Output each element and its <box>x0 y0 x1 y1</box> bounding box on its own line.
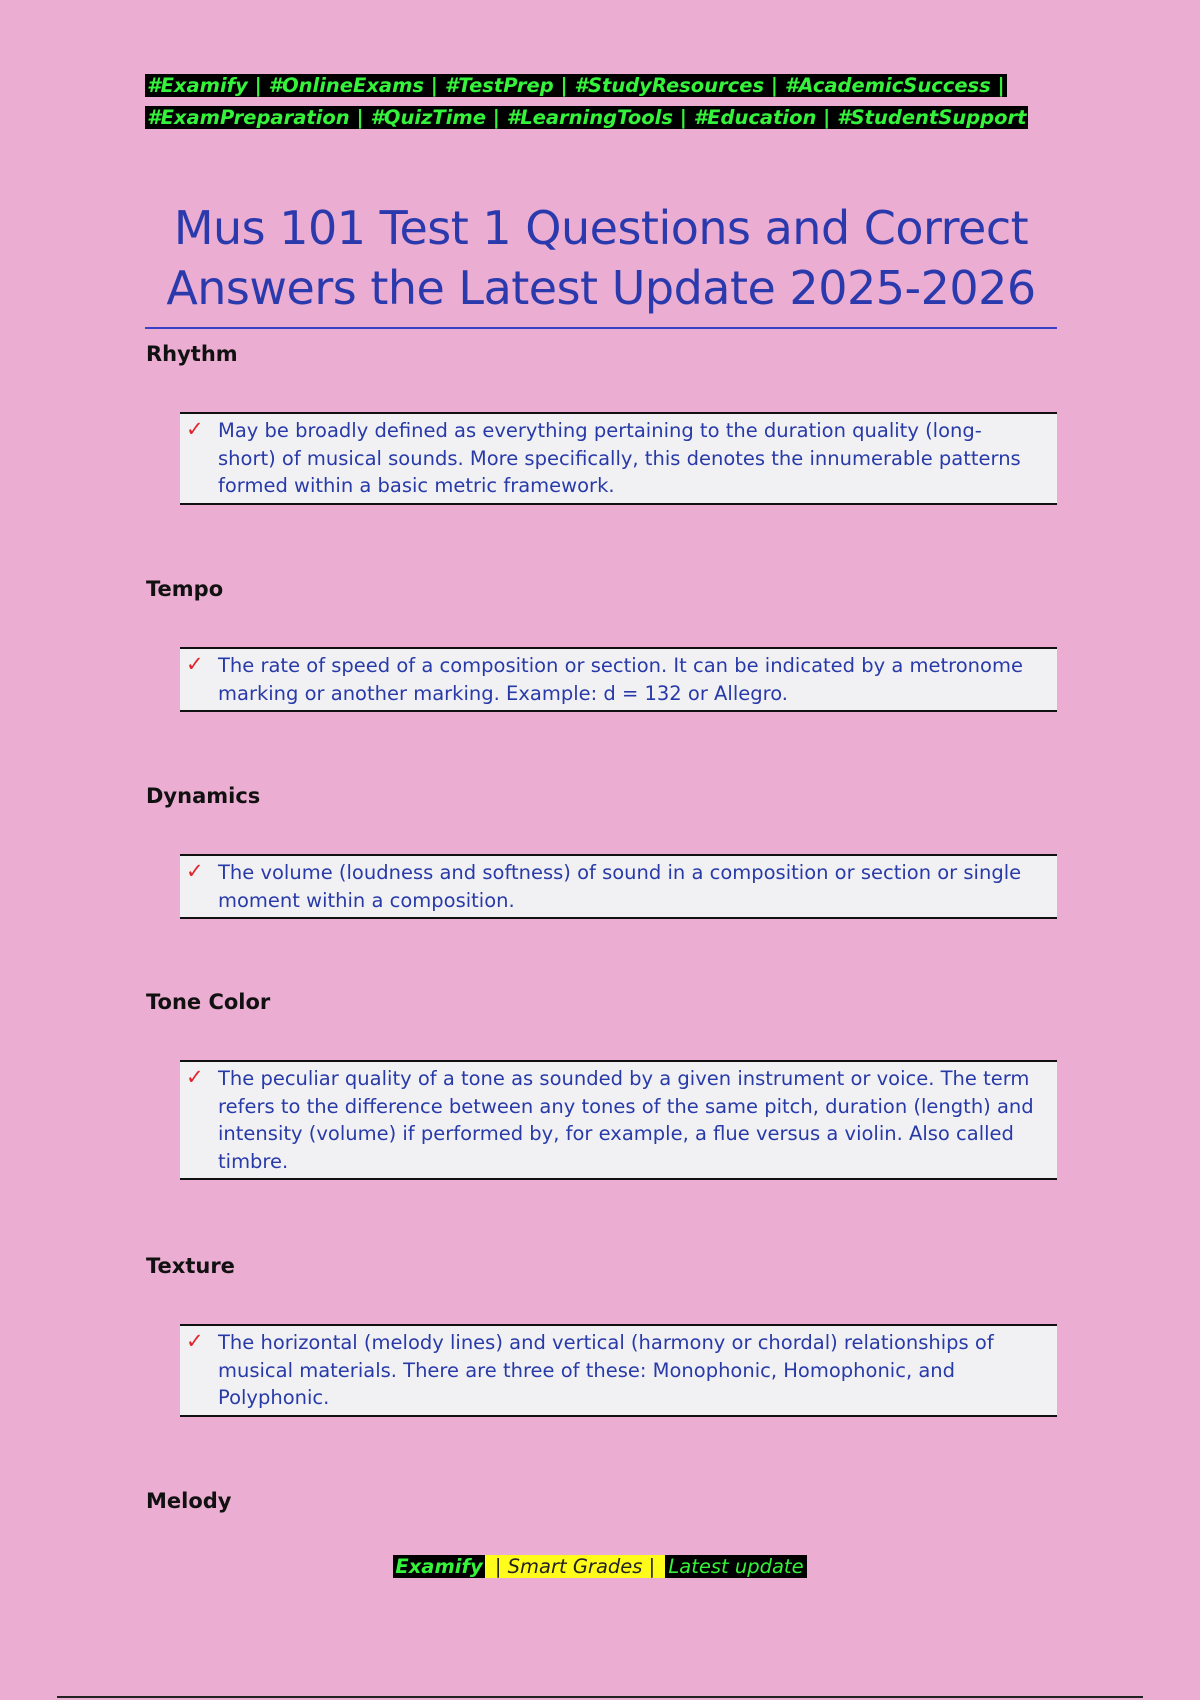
title-divider <box>145 327 1057 329</box>
answer-text-tone-color: The peculiar quality of a tone as sounded by a given instrument or voice. The term refers to the difference between any tones of the same pitch, duration (length) and intensity (volume) if performed by, for example, a flue versus a violin. Also called timbre. <box>218 1067 1034 1173</box>
answer-box-dynamics <box>180 854 1057 919</box>
checkmark-icon: ✓ <box>186 1329 204 1353</box>
question-term-rhythm: Rhythm <box>146 342 238 366</box>
answer-box-texture <box>180 1324 1057 1417</box>
checkmark-icon: ✓ <box>186 652 204 676</box>
question-term-tempo: Tempo <box>146 577 224 601</box>
question-term-tone-color: Tone Color <box>146 990 271 1014</box>
question-term-texture: Texture <box>146 1254 235 1278</box>
footer-smart-grades: | Smart Grades | <box>485 1555 666 1578</box>
question-term-melody: Melody <box>146 1489 232 1513</box>
answer-text-tempo: The rate of speed of a composition or section. It can be indicated by a metronome marking or another marking. Example: d = 132 or Allegro. <box>218 654 1023 705</box>
hashtag-line-1: #Examify | #OnlineExams | #TestPrep | #StudyResources | #AcademicSuccess | <box>147 74 1005 97</box>
answer-box-tone-color <box>180 1060 1057 1180</box>
answer-box-rhythm <box>180 412 1057 505</box>
page-title-line-1: Mus 101 Test 1 Questions and Correct <box>173 201 1029 255</box>
answer-box-tempo <box>180 647 1057 712</box>
answer-text-rhythm: May be broadly defined as everything pertaining to the duration quality (long-short) of musical sounds. More specifically, this denotes the innumerable patterns formed within a basic metric framework. <box>218 419 1021 497</box>
question-term-dynamics: Dynamics <box>146 784 261 808</box>
page-footer <box>0 1552 1200 1582</box>
checkmark-icon: ✓ <box>186 859 204 883</box>
page-title-line-2: Answers the Latest Update 2025-2026 <box>166 261 1036 315</box>
hashtag-line-2: #ExamPreparation | #QuizTime | #LearningTools | #Education | #StudentSupport <box>147 106 1027 129</box>
answer-text-texture: The horizontal (melody lines) and vertical (harmony or chordal) relationships of musical materials. There are three of these: Monophonic, Homophonic, and Polyphonic. <box>218 1331 994 1409</box>
checkmark-icon: ✓ <box>186 1065 204 1089</box>
hashtag-banner <box>145 70 1055 134</box>
footer-brand: Examify <box>395 1555 483 1578</box>
answer-text-dynamics: The volume (loudness and softness) of sound in a composition or section or single moment within a composition. <box>218 861 1022 912</box>
bottom-divider <box>57 1696 1143 1698</box>
footer-latest-update: Latest update <box>665 1555 806 1578</box>
checkmark-icon: ✓ <box>186 417 204 441</box>
page-title <box>145 198 1057 318</box>
